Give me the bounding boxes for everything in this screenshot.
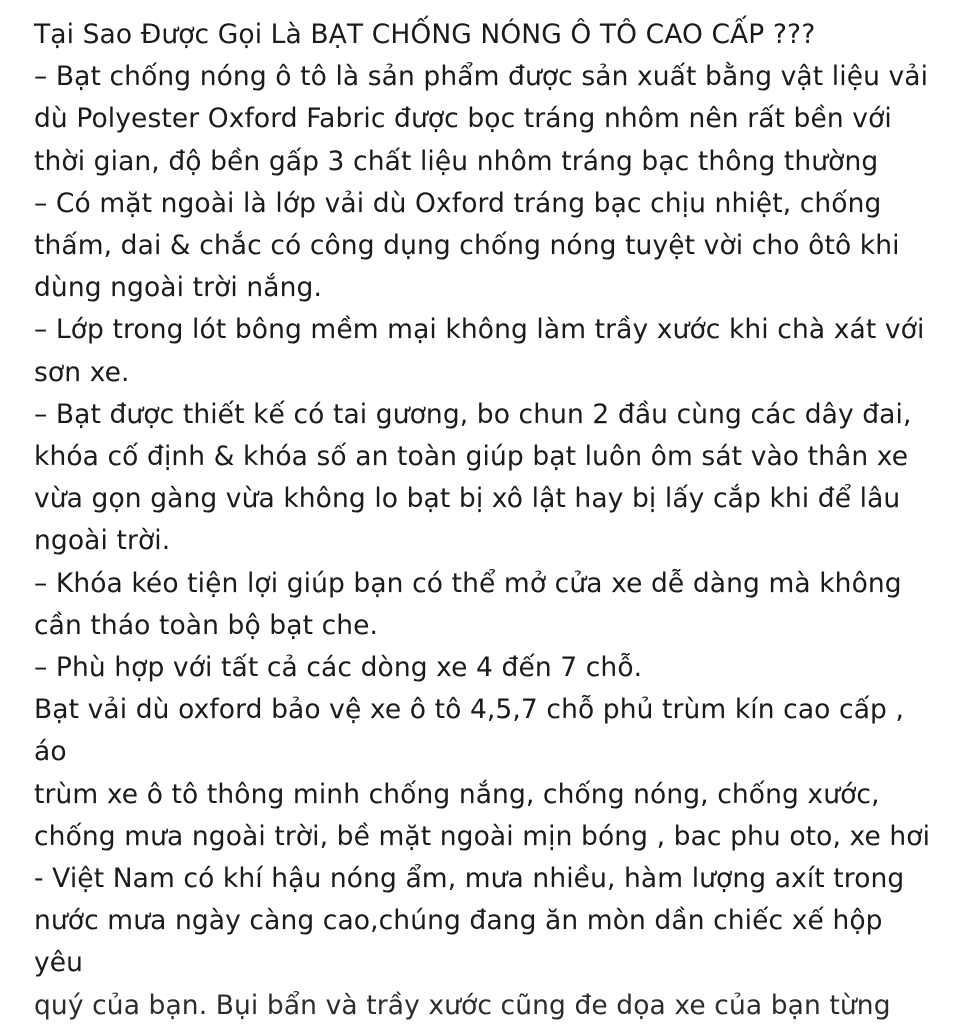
text-line: – Có mặt ngoài là lớp vải dù Oxford tráng bạc chịu nhiệt, chống — [34, 187, 882, 219]
text-line: Bạt vải dù oxford bảo vệ xe ô tô 4,5,7 chỗ phủ trùm kín cao cấp , áo — [34, 694, 913, 768]
text-line: thời gian, độ bền gấp 3 chất liệu nhôm tráng bạc thông thường — [34, 145, 879, 177]
text-line: – Lớp trong lót bông mềm mại không làm trầy xước khi chà xát với — [34, 314, 925, 346]
text-line: Tại Sao Được Gọi Là BẠT CHỐNG NÓNG Ô TÔ CAO CẤP ??? — [34, 19, 816, 50]
text-line: – Khóa kéo tiện lợi giúp bạn có thể mở cửa xe dễ dàng mà không — [34, 567, 902, 599]
text-line: ngoài trời. — [34, 525, 171, 557]
text-line: khóa cố định & khóa số an toàn giúp bạt luôn ôm sát vào thân xe — [34, 441, 909, 473]
text-line: nước mưa ngày càng cao,chúng đang ăn mòn dần chiếc xế hộp yêu — [34, 905, 892, 979]
text-line: trùm xe ô tô thông minh chống nắng, chống nóng, chống xước, — [34, 778, 880, 810]
text-line-clipped: quý của bạn. Bụi bẩn và trầy xước cũng đe dọa xe của bạn từng — [34, 989, 891, 1021]
text-line: – Phù hợp với tất cả các dòng xe 4 đến 7 chỗ. — [34, 652, 643, 684]
text-line: - Việt Nam có khí hậu nóng ẩm, mưa nhiều, hàm lượng axít trong — [34, 863, 905, 895]
text-line: – Bạt chống nóng ô tô là sản phẩm được sản xuất bằng vật liệu vải — [34, 61, 929, 93]
text-line: vừa gọn gàng vừa không lo bạt bị xô lật hay bị lấy cắp khi để lâu — [34, 483, 901, 515]
text-line: – Bạt được thiết kế có tai gương, bo chun 2 đầu cùng các dây đai, — [34, 398, 912, 430]
text-line: cần tháo toàn bộ bạt che. — [34, 609, 379, 641]
text-line: chống mưa ngoài trời, bề mặt ngoài mịn bóng , bac phu oto, xe hơi — [34, 820, 931, 852]
text-line: dù Polyester Oxford Fabric được bọc tráng nhôm nên rất bền với — [34, 103, 892, 135]
text-line: thấm, dai & chắc có công dụng chống nóng tuyệt vời cho ôtô khi — [34, 230, 900, 262]
text-line: sơn xe. — [34, 356, 130, 388]
text-line: dùng ngoài trời nắng. — [34, 272, 322, 304]
